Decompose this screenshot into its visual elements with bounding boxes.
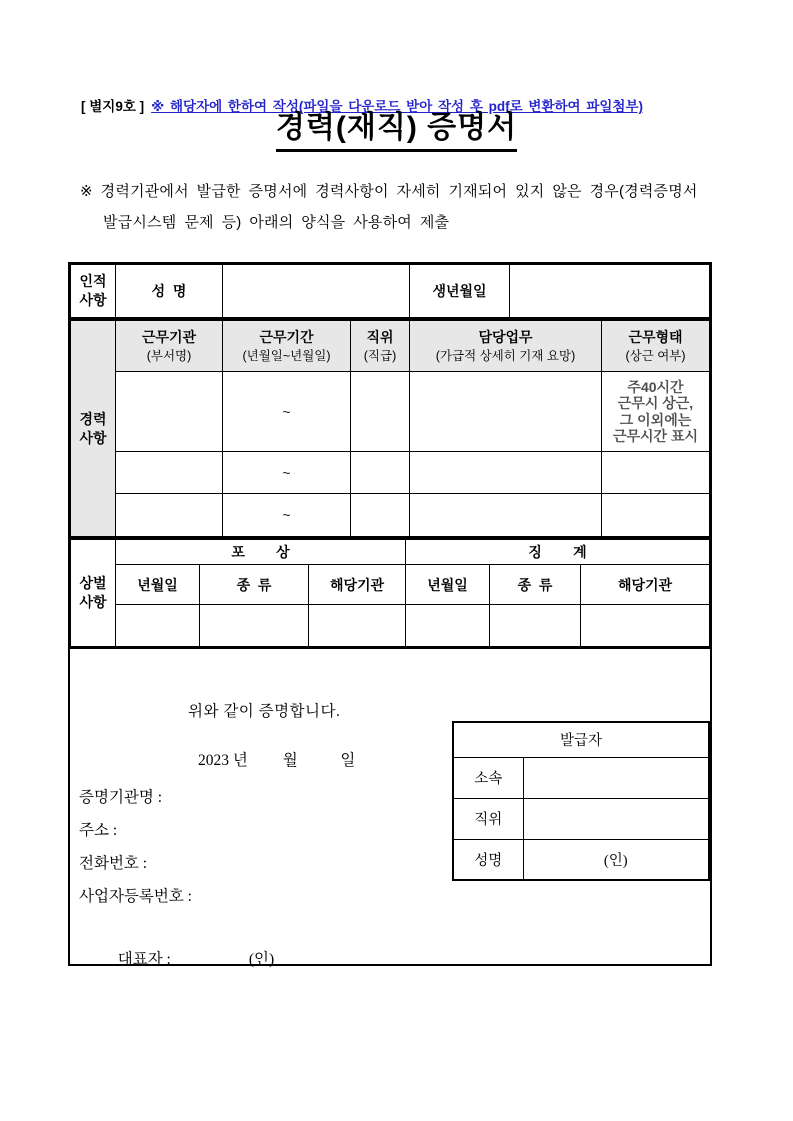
- worktype-input-cell-2[interactable]: [602, 452, 710, 494]
- career-header-duties: 담당업무 (가급적 상세히 기재 요망): [410, 321, 602, 372]
- workplace-input-cell-1[interactable]: [116, 372, 223, 452]
- form-number: [ 별지9호 ]: [81, 99, 145, 114]
- award-date-input-cell[interactable]: [116, 605, 200, 647]
- section-label-personal: 인적사항: [71, 265, 116, 318]
- section-personal: [70, 264, 710, 320]
- worktype-input-cell-3[interactable]: [602, 494, 710, 537]
- issuer-dept-input-cell[interactable]: [523, 757, 709, 798]
- issuer-name-seal-cell[interactable]: (인): [523, 839, 709, 880]
- discipline-org-input-cell[interactable]: [581, 605, 710, 647]
- issuer-table: [452, 721, 710, 881]
- issuer-position-label: 직위: [453, 798, 523, 839]
- worktype-note-line: 주40시간: [627, 378, 684, 395]
- award-header: 포 상: [116, 540, 406, 565]
- issuer-dept-label: 소속: [453, 757, 523, 798]
- period-input-cell-3[interactable]: ~: [223, 494, 351, 537]
- duties-input-cell-2[interactable]: [410, 452, 602, 494]
- career-header-workplace: 근무기관 (부서명): [116, 321, 223, 372]
- issuer-title: 발급자: [453, 722, 709, 757]
- period-input-cell-2[interactable]: ~: [223, 452, 351, 494]
- section-career: [70, 320, 710, 539]
- certify-statement: 위와 같이 증명합니다.: [188, 703, 341, 720]
- name-input-cell[interactable]: [223, 265, 410, 318]
- issuing-org-lines: [79, 783, 275, 968]
- org-name-label: 증명기관명 :: [79, 789, 163, 806]
- award-type-input-cell[interactable]: [200, 605, 309, 647]
- award-org-input-cell[interactable]: [309, 605, 406, 647]
- certificate-form: [68, 262, 712, 966]
- worktype-input-cell-1[interactable]: [602, 372, 710, 452]
- workplace-input-cell-3[interactable]: [116, 494, 223, 537]
- period-input-cell-1[interactable]: ~: [223, 372, 351, 452]
- discipline-org-header: 해당기관: [581, 565, 710, 605]
- section-label-career: 경력사항: [71, 321, 116, 537]
- discipline-header: 징 계: [406, 540, 710, 565]
- position-input-cell-3[interactable]: [351, 494, 410, 537]
- duties-input-cell-1[interactable]: [410, 372, 602, 452]
- award-type-header: 종 류: [200, 565, 309, 605]
- position-input-cell-1[interactable]: [351, 372, 410, 452]
- representative-label: 대표자 :: [117, 951, 171, 968]
- award-date-header: 년월일: [116, 565, 200, 605]
- instruction-line-2: 발급시스템 문제 등) 아래의 양식을 사용하여 제출: [103, 214, 450, 231]
- award-org-header: 해당기관: [309, 565, 406, 605]
- instruction-line-1: ※ 경력기관에서 발급한 증명서에 경력사항이 자세히 기재되어 있지 않은 경우(경력증명서: [80, 183, 698, 200]
- birthdate-label: 생년월일: [410, 265, 510, 318]
- address-label: 주소 :: [79, 822, 118, 839]
- download-instruction-link[interactable]: ※ 해당자에 한하여 작성(파일을 다운로드 받아 작성 후 pdf로 변환하여 파일첨부): [151, 99, 643, 114]
- title-wrap: [0, 102, 793, 152]
- workplace-input-cell-2[interactable]: [116, 452, 223, 494]
- seal-mark: (인): [248, 951, 275, 968]
- representative-line: [79, 915, 275, 968]
- business-number-label: 사업자등록번호 :: [79, 888, 192, 905]
- birthdate-input-cell[interactable]: [510, 265, 710, 318]
- worktype-note-line: 근무시간 표시: [612, 428, 699, 444]
- page-title: 경력(재직) 증명서: [276, 102, 517, 152]
- discipline-date-input-cell[interactable]: [406, 605, 490, 647]
- career-header-worktype: 근무형태 (상근 여부): [602, 321, 710, 372]
- section-rewards: [70, 539, 710, 649]
- worktype-note-line: 그 이외에는: [619, 411, 692, 428]
- certification-block: [70, 649, 710, 968]
- career-header-period: 근무기간 (년월일~년월일): [223, 321, 351, 372]
- duties-input-cell-3[interactable]: [410, 494, 602, 537]
- discipline-type-input-cell[interactable]: [490, 605, 581, 647]
- issue-date: 2023 년 월 일: [198, 752, 356, 769]
- worktype-note-line: 근무시 상근,: [617, 395, 694, 411]
- section-label-rewards: 상벌사항: [71, 540, 116, 647]
- issuer-name-label: 성명: [453, 839, 523, 880]
- issuer-position-input-cell[interactable]: [523, 798, 709, 839]
- phone-label: 전화번호 :: [79, 855, 148, 872]
- position-input-cell-2[interactable]: [351, 452, 410, 494]
- discipline-type-header: 종 류: [490, 565, 581, 605]
- name-label: 성 명: [116, 265, 223, 318]
- career-header-position: 직위 (직급): [351, 321, 410, 372]
- discipline-date-header: 년월일: [406, 565, 490, 605]
